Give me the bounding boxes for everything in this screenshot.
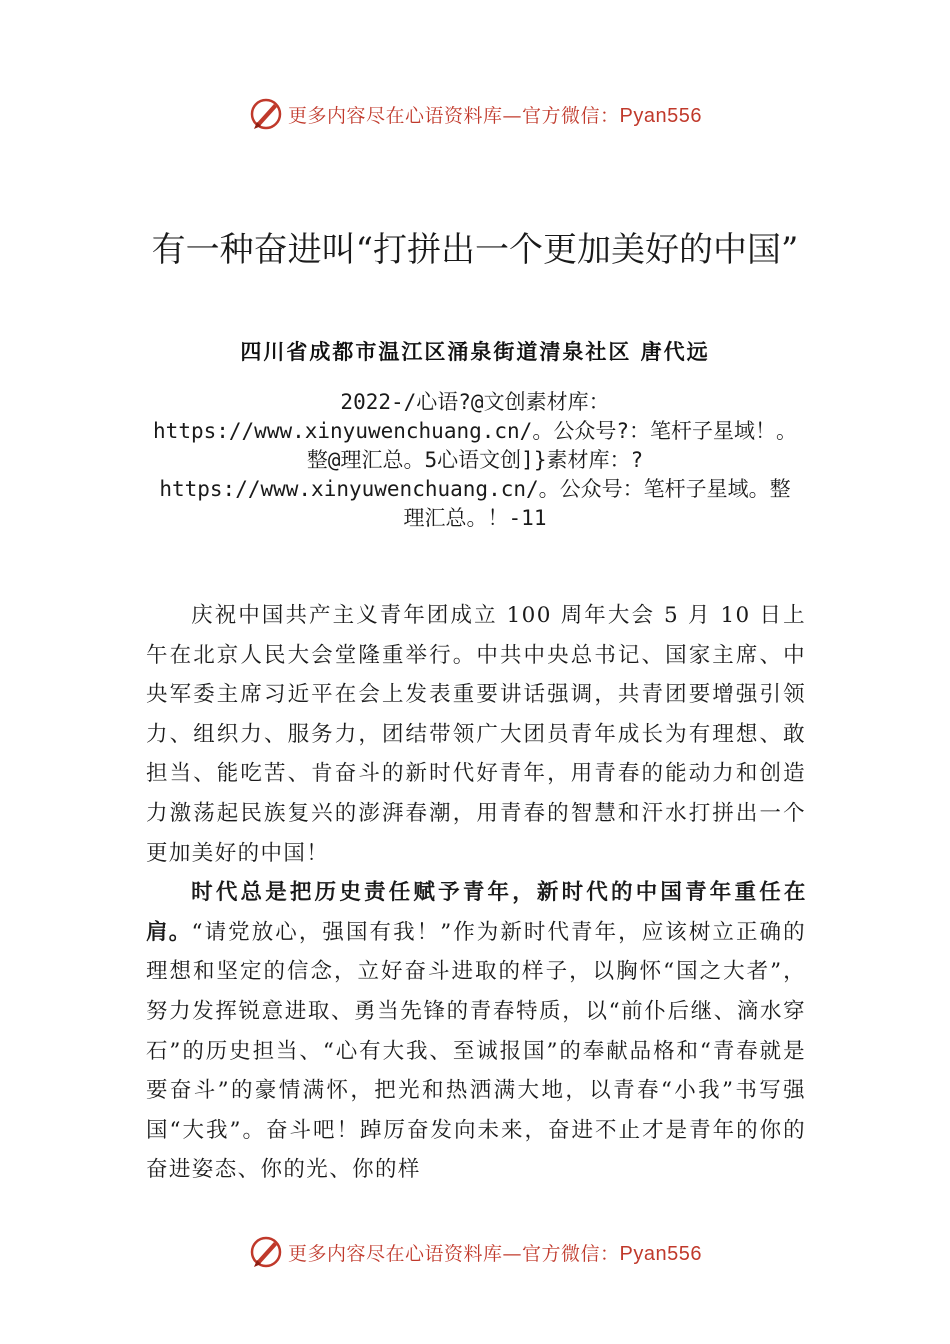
pen-logo-icon [248, 1234, 284, 1270]
paragraph-2-rest: “请党放心，强国有我！”作为新时代青年，应该树立正确的理想和坚定的信念，立好奋斗进取的样子，以胸怀“国之大者”，努力发挥锐意进取、勇当先锋的青春特质，以“前仆后继、滴水穿石”的历史担当、“心有大我、至诚报国”的奉献品格和“青春就是要奋斗”的豪情满怀，把光和热洒满大地，以青春“小我”书写强国“大我”。奋斗吧！踔厉奋发向未来，奋进不止才是青年的你的奋进姿态、你的光、你的样 [146, 919, 806, 1183]
paragraph-2 [146, 873, 806, 1190]
source-note: 2022-/心语?@文创素材库：https://www.xinyuwenchuang.cn/。公众号?：笔杆子星域！。整@理汇总。5心语文创]}素材库：?https://www.xinyuwenchuang.cn/。公众号：笔杆子星域。整理汇总。！-11 [153, 390, 797, 530]
banner-label: 更多内容尽在心语资料库—官方微信：Pyan556 [288, 104, 702, 127]
header-banner [0, 94, 950, 134]
article-author: 四川省成都市温江区涌泉街道清泉社区 唐代远 [240, 339, 710, 364]
article-body [146, 596, 806, 1190]
banner-label: 更多内容尽在心语资料库—官方微信：Pyan556 [288, 1242, 702, 1265]
wechat-id: Pyan556 [619, 1242, 702, 1265]
wechat-id: Pyan556 [619, 104, 702, 127]
article-title: 有一种奋进叫“打拼出一个更加美好的中国” [151, 229, 799, 270]
pen-logo-icon [248, 96, 284, 132]
footer-banner [0, 1232, 950, 1272]
paragraph-2-lead: 时代总是把历史责任赋予青年，新时代的中国青年重任在肩。 [146, 880, 806, 945]
paragraph-1: 庆祝中国共产主义青年团成立 100 周年大会 5 月 10 日上午在北京人民大会堂隆重举行。中共中央总书记、国家主席、中央军委主席习近平在会上发表重要讲话强调，共青团要增强引领力、组织力、服务力，团结带领广大团员青年成长为有理想、敢担当、能吃苦、肯奋斗的新时代好青年，用青春的能动力和创造力激荡起民族复兴的澎湃春潮，用青春的智慧和汗水打拼出一个更加美好的中国！ [146, 603, 806, 866]
